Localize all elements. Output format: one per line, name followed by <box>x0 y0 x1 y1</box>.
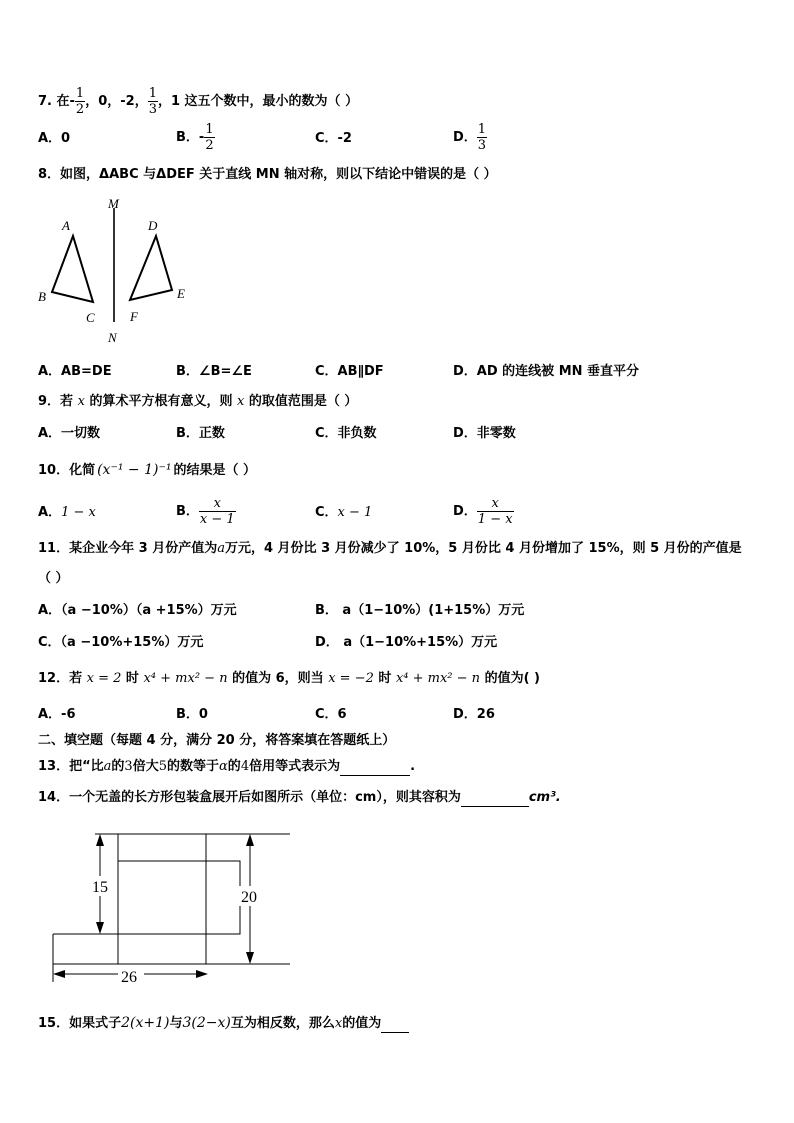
label-b: B <box>38 289 46 304</box>
dim-20-arrow-top <box>246 834 254 846</box>
q10-option-c: C．x − 1 <box>315 505 373 520</box>
dim-26-arrow-left <box>53 970 65 978</box>
q8-option-b: B．∠B=∠E <box>176 364 252 379</box>
question-11: 11．某企业今年 3 月份产值为a万元，4 月份比 3 月份减少了 10%，5 月份比 4 月份增加了 15%，则 5 月份的产值是 <box>38 541 742 556</box>
dim-20-arrow-bottom <box>246 952 254 964</box>
section-2-title: 二、填空题（每题 4 分，满分 20 分，将答案填在答题纸上） <box>38 733 396 748</box>
q7-text-a: 在- <box>56 94 75 109</box>
question-11-paren: （ ） <box>38 571 69 586</box>
q8-option-d: D．AD 的连线被 MN 垂直平分 <box>453 364 640 379</box>
q7-option-a: A．0 <box>38 131 71 146</box>
q12-option-b: B．0 <box>176 707 208 722</box>
q8-option-a: A．AB=DE <box>38 364 112 379</box>
q14-answer-blank <box>461 792 529 807</box>
q12-option-c: C．6 <box>315 707 347 722</box>
label-a: A <box>62 218 70 233</box>
q11-option-b: B． a（1−10%）(1+15%）万元 <box>315 603 525 618</box>
q12-option-a: A．-6 <box>38 707 76 722</box>
q9-option-a: A．一切数 <box>38 426 101 441</box>
label-c: C <box>86 310 95 325</box>
q10-expression: (x⁻¹ − 1)⁻¹ <box>97 462 172 478</box>
q11-option-a: A．（a −10%）（a +15%）万元 <box>38 603 237 618</box>
q7-text-b: ，0，-2， <box>85 94 148 109</box>
label-d: D <box>148 218 158 233</box>
q10-option-b: B． $\frac{x}{x - 1}$ <box>176 496 235 527</box>
label-m: M <box>108 196 119 211</box>
q12-option-d: D．26 <box>453 707 495 722</box>
label-n: N <box>108 330 117 345</box>
base-rectangle <box>118 861 240 934</box>
symmetry-figure <box>30 190 200 350</box>
q13-answer-blank <box>340 761 410 776</box>
question-12: 12．若 x = 2 时 x⁴ + mx² − n 的值为 6，则当 x = −2 时 x⁴ + mx² − n 的值为( ) <box>38 671 541 686</box>
q7-option-b: B．- $\frac{1}{2}$ <box>176 122 214 153</box>
q7-option-c: C．-2 <box>315 131 352 146</box>
triangle-abc <box>52 236 93 302</box>
dim-15-arrow-top <box>96 834 104 846</box>
label-e: E <box>177 286 185 301</box>
q11-option-c: C．（a −10%+15%）万元 <box>38 635 204 650</box>
question-8: 8．如图，ΔABC 与ΔDEF 关于直线 MN 轴对称，则以下结论中错误的是（ ） <box>38 167 497 182</box>
question-9: 9．若 x 的算术平方根有意义，则 x 的取值范围是（ ） <box>38 394 358 409</box>
dim-26-arrow-right <box>196 970 208 978</box>
dim-15-arrow-bottom <box>96 922 104 934</box>
label-f: F <box>130 309 138 324</box>
question-7 <box>38 86 358 117</box>
q10-option-d: D． $\frac{x}{1 - x}$ <box>453 496 513 527</box>
question-14: 14．一个无盖的长方形包装盒展开后如图所示（单位：cm），则其容积为 cm³. <box>38 790 561 805</box>
q11-option-d: D． a（1−10%+15%）万元 <box>315 635 498 650</box>
q10-option-a: A．1 − x <box>38 505 96 520</box>
q7-prefix: 7. <box>38 94 52 109</box>
q7-text-c: ，1 这五个数中，最小的数为（ ） <box>157 94 359 109</box>
q15-answer-blank <box>381 1018 409 1033</box>
box-net-figure <box>40 824 310 989</box>
q7-option-d: D． $\frac{1}{3}$ <box>453 122 487 153</box>
dim-15-label: 15 <box>92 879 108 896</box>
q9-option-b: B．正数 <box>176 426 225 441</box>
question-15: 15．如果式子2(x+1)与3(2−x)互为相反数，那么x的值为 <box>38 1014 409 1033</box>
q7-frac-2: $\frac{1}{3}$ <box>148 86 157 117</box>
question-10: 10．化简 (x⁻¹ − 1)⁻¹ 的结果是（ ） <box>38 462 256 478</box>
q7-frac-1: $\frac{1}{2}$ <box>75 86 85 117</box>
dim-20-label: 20 <box>241 889 257 906</box>
dim-26-label: 26 <box>121 969 137 986</box>
q9-option-d: D．非零数 <box>453 426 516 441</box>
question-13: 13．把“比a的3倍大5的数等于α的4倍用等式表示为 . <box>38 759 416 774</box>
q9-option-c: C．非负数 <box>315 426 377 441</box>
triangle-def <box>130 236 172 300</box>
q8-option-c: C．AB∥DF <box>315 364 384 379</box>
